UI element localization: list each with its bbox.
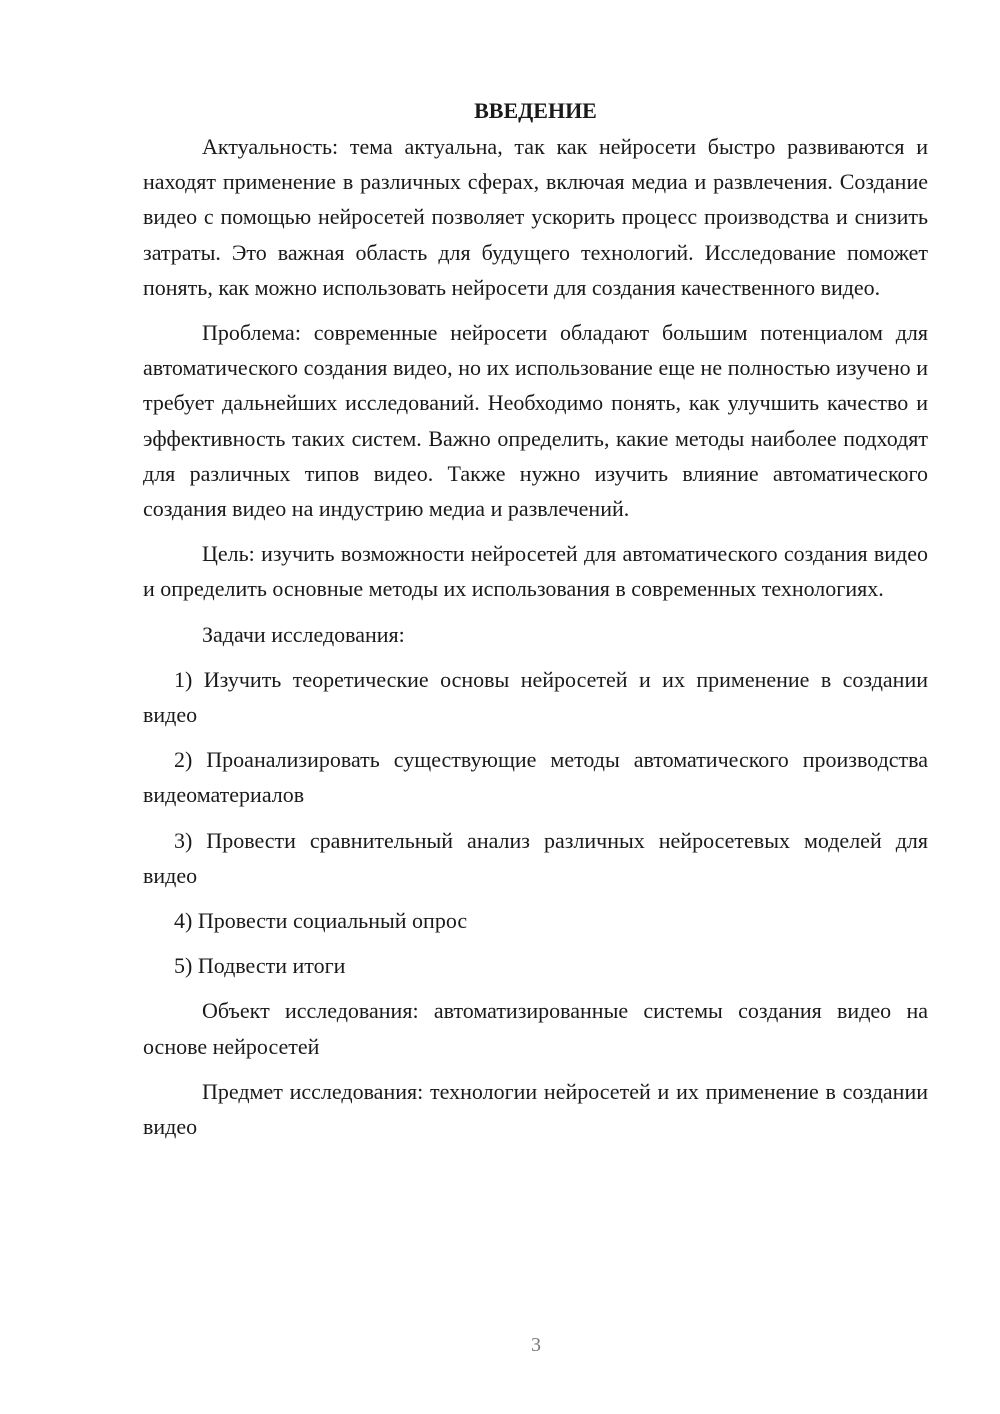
page-number: 3 xyxy=(531,1334,541,1356)
task-item-3: 3) Провести сравнительный анализ различных нейросетевых моделей для видео xyxy=(143,827,928,888)
task-item-5: 5) Подвести итоги xyxy=(174,953,346,979)
tasks-heading: Задачи исследования: xyxy=(202,621,405,647)
task-item-1: 1) Изучить теоретические основы нейросетей и их применение в создании видео xyxy=(143,666,928,728)
relevance-paragraph: Актуальность: тема актуальна, так как нейросети быстро развиваются и находят применение в различных сферах, включая медиа и развлечения. Создание видео с помощью нейросетей позволяет ускорить процесс производства и снизить затраты. Это важная область для будущего технологий. Исследование поможет понять, как можно использовать нейросети для создания качественного видео. xyxy=(143,134,928,300)
subject-paragraph: Предмет исследования: технологии нейросетей и их применение в создании видео xyxy=(143,1078,928,1140)
document-page xyxy=(143,94,928,1154)
goal-paragraph: Цель: изучить возможности нейросетей для автоматического создания видео и определить основные методы их использования в современных технологиях. xyxy=(143,541,928,602)
task-item-2: 2) Проанализировать существующие методы автоматического производства видеоматериалов xyxy=(143,747,928,808)
task-item-4: 4) Провести социальный опрос xyxy=(174,908,468,934)
object-paragraph: Объект исследования: автоматизированные системы создания видео на основе нейросетей xyxy=(143,998,928,1059)
problem-paragraph: Проблема: современные нейросети обладают большим потенциалом для автоматического создания видео, но их использование еще не полностью изучено и требует дальнейших исследований. Необходимо понять, как улучшить качество и эффективность таких систем. Важно определить, какие методы наиболее подходят для различных типов видео. Также нужно изучить влияние автоматического создания видео на индустрию медиа и развлечений. xyxy=(143,320,928,522)
page-title: ВВЕДЕНИЕ xyxy=(474,98,597,123)
